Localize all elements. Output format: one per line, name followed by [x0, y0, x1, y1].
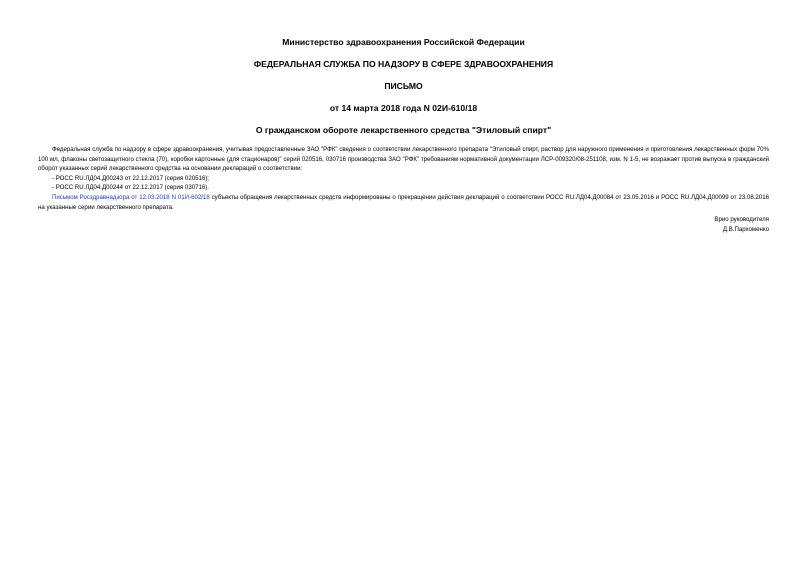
ministry-name: Министерство здравоохранения Российской Федерации: [282, 37, 525, 47]
document-subject: О гражданском обороте лекарственного средства "Этиловый спирт": [255, 125, 552, 135]
signatory-name: Д.В.Пархоменко: [722, 225, 769, 233]
declaration-list-item-1: - РОСС RU.ЛД04.Д00243 от 22.12.2017 (серия 020516);: [52, 174, 209, 182]
signature-block: [38, 215, 769, 234]
document-page: [38, 30, 769, 234]
signatory-position: Врио руководителя: [714, 216, 769, 224]
body-paragraph-1: Федеральная служба по надзору в сфере здравоохранения, учитывая предоставленные ЗАО "РФК" сведения о соответствии лекарственного препарата "Этиловый спирт, раствор для наружного применения и приготовления лекарственных форм 70% 100 мл, флаконы светозащитного стекла (70), коробки картонные (для стационаров)" серий 020516, 030716 производства ЗАО "РФК" требованиям нормативной документации ЛСР-009320/08-251108, изм. N 1-5, не возражает против выпуска в гражданский оборот указанных серий лекарственного средства на основании деклараций о соответствии:: [38, 146, 769, 173]
document-type: ПИСЬМО: [384, 81, 423, 91]
roszdravnadzor-letter-link[interactable]: Письмом Росздравнадзора от 12.03.2018 N 01И-602/18: [52, 193, 210, 201]
declaration-list-item-2: - РОСС RU.ЛД04.Д00244 от 22.12.2017 (серия 030716).: [52, 184, 209, 192]
service-name: ФЕДЕРАЛЬНАЯ СЛУЖБА ПО НАДЗОРУ В СФЕРЕ ЗДРАВООХРАНЕНИЯ: [253, 59, 554, 69]
body-paragraph-2-text: субъекты обращения лекарственных средств информированы о прекращении действия деклараций о соответствии РОСС RU.ЛД04.Д00084 от 23.05.2016 и РОСС RU.ЛД04.Д00099 от 23.08.2016 на указанные серии лекарственного препарата.: [38, 193, 769, 211]
document-body: [38, 145, 769, 212]
body-paragraph-2: [38, 193, 769, 212]
document-date-number: от 14 марта 2018 года N 02И-610/18: [329, 103, 478, 113]
